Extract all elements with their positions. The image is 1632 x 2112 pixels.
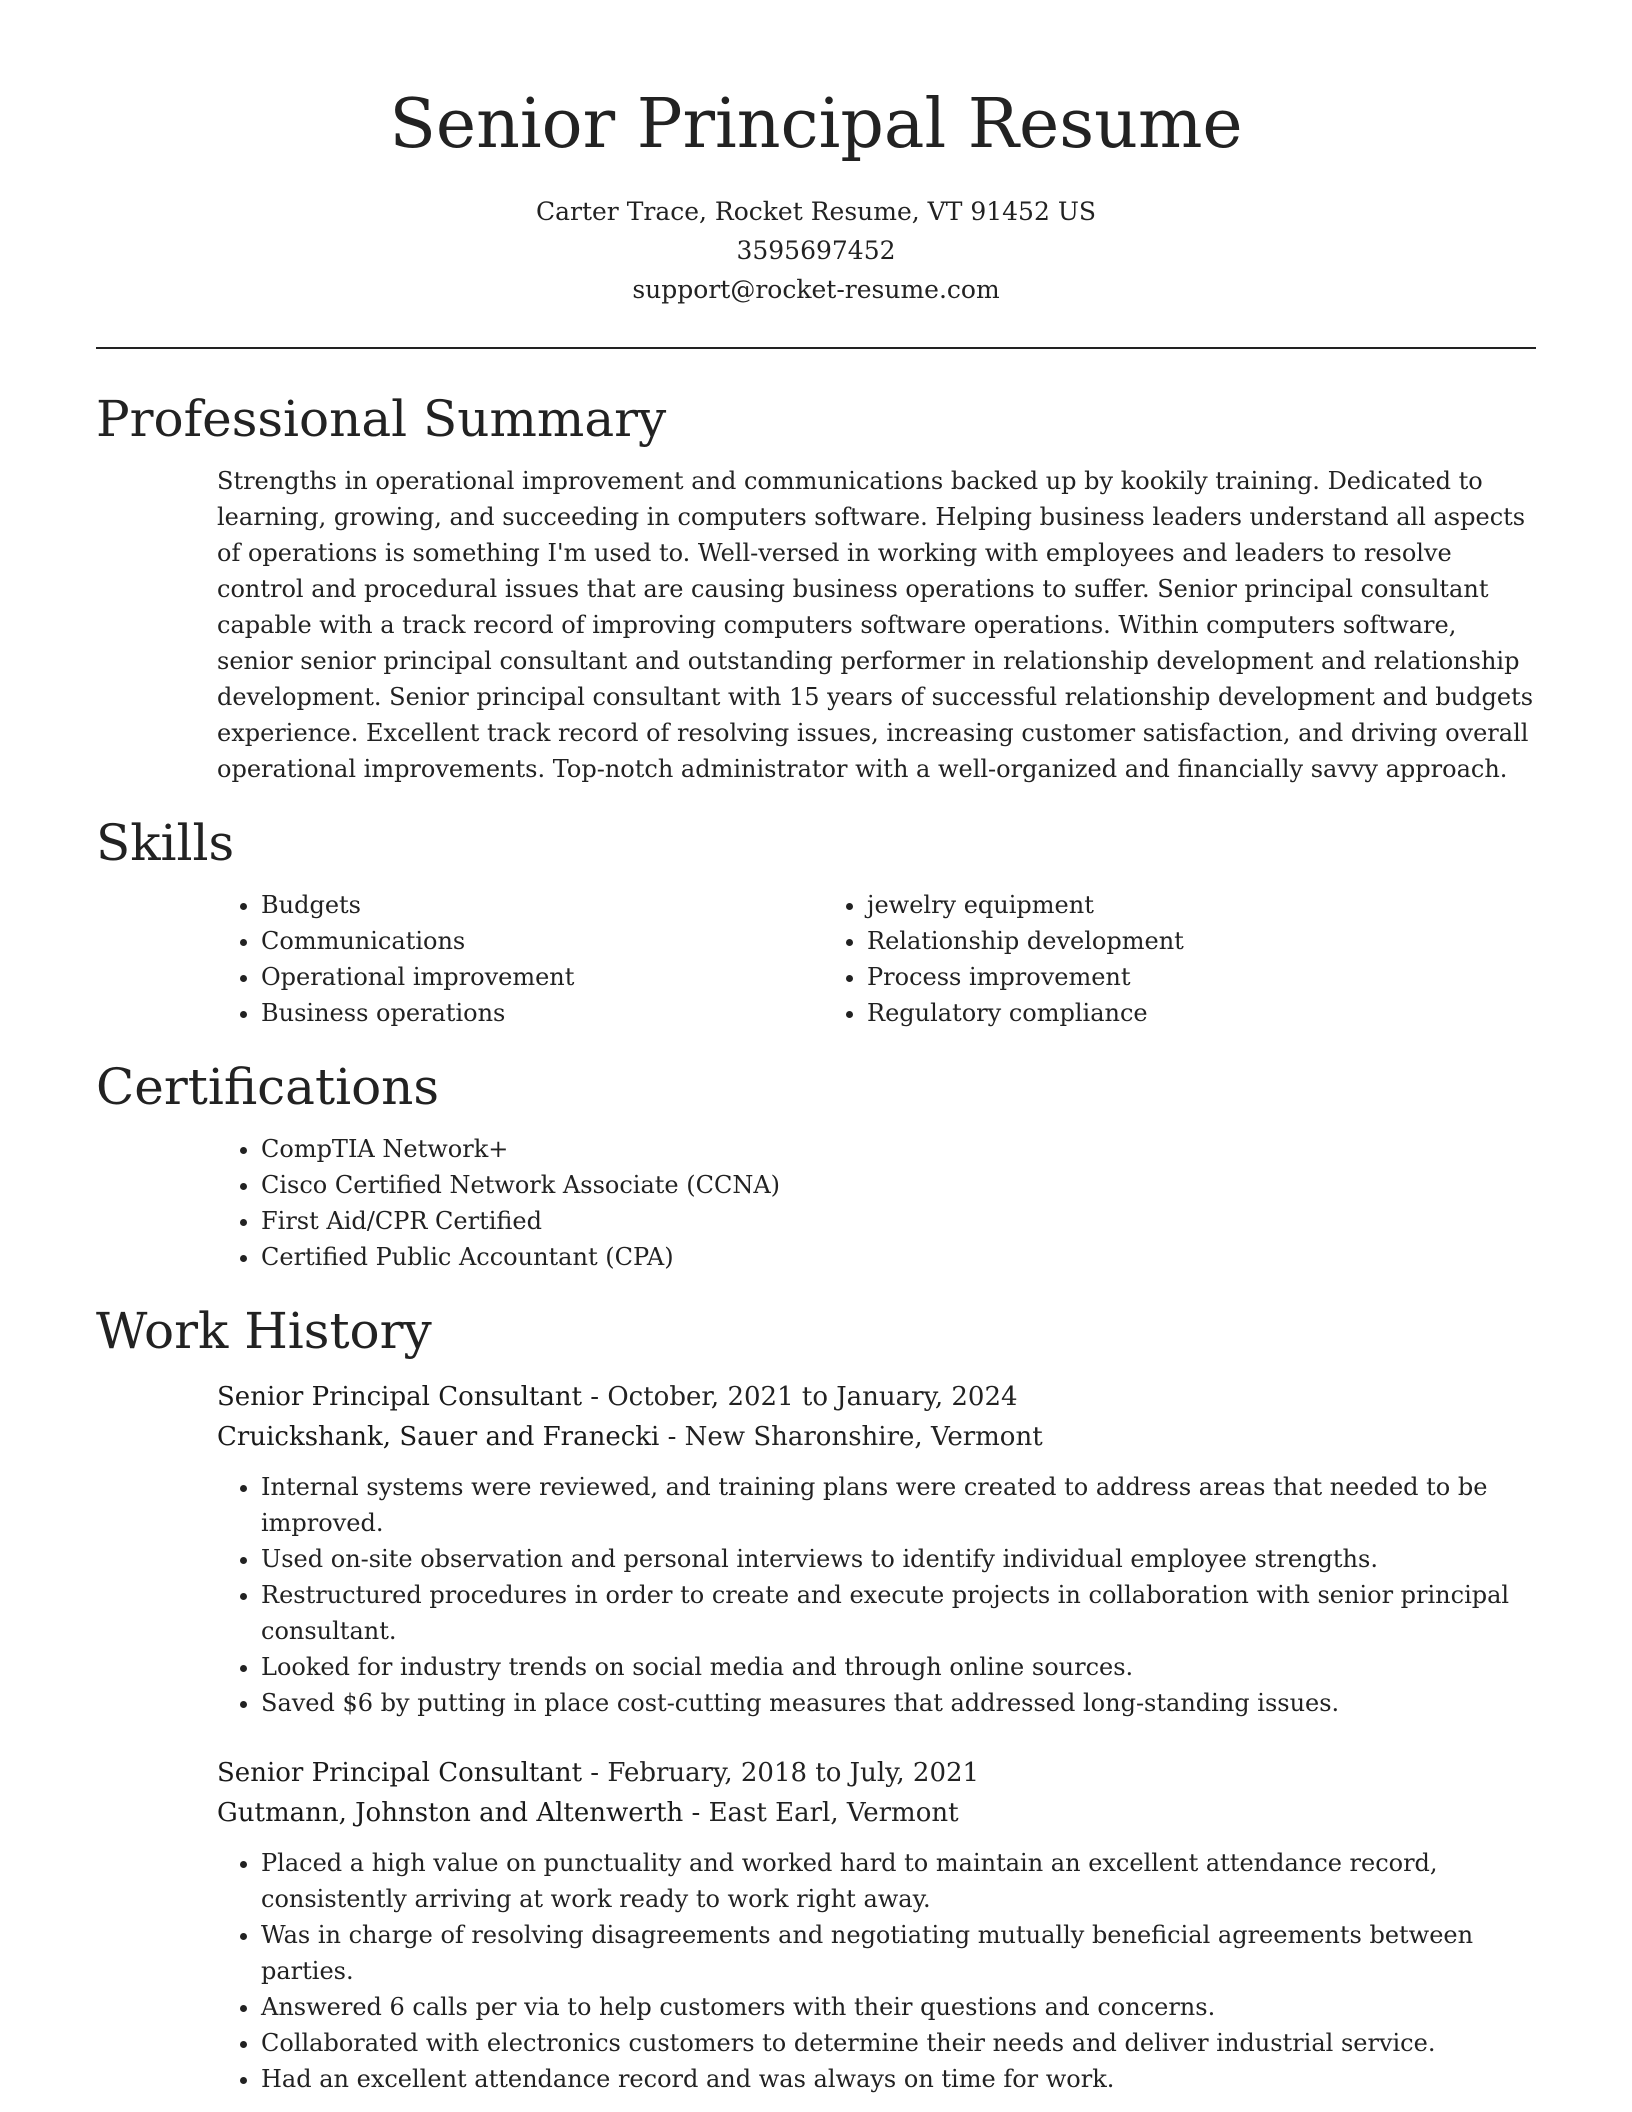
certification-item: • Cisco Certified Network Associate (CCNA) [261,1167,1536,1203]
duty-item: • Placed a high value on punctuality and worked hard to maintain an excellent attendance record, consistently arriving at work ready to work right away. [261,1845,1536,1917]
job-dates: - February, 2018 to July, 2021 [582,1758,980,1788]
skills-column-left [217,887,823,1031]
skill-item: • Relationship development [867,923,1429,959]
certifications-heading: Certifications [96,1058,440,1116]
job-entry [217,1377,1536,1721]
skill-item: • Regulatory compliance [867,995,1429,1031]
job-dates: - October, 2021 to January, 2024 [582,1382,1018,1412]
skills-list [217,887,1536,1031]
duty-item: • Internal systems were reviewed, and training plans were created to address areas that needed to be improved. [261,1469,1536,1541]
skill-item: • Budgets [261,887,823,923]
certification-item: • First Aid/CPR Certified [261,1203,1536,1239]
job-company-line [217,1417,1536,1457]
duty-item: • Looked for industry trends on social media and through online sources. [261,1649,1536,1685]
job-title: Senior Principal Consultant [217,1382,583,1412]
job-entry [217,1753,1536,2097]
skill-item: • Business operations [261,995,823,1031]
resume-title: Senior Principal Resume [389,85,1243,164]
job-title: Senior Principal Consultant [217,1758,583,1788]
certification-item: • Certified Public Accountant (CPA) [261,1239,1536,1275]
work-history-heading: Work History [96,1302,432,1360]
summary-heading: Professional Summary [96,390,667,448]
resume-page [96,0,1536,2097]
job-duties [217,1845,1536,2097]
duty-item: • Saved $6 by putting in place cost-cutting measures that addressed long-standing issues. [261,1685,1536,1721]
duty-item: • Answered 6 calls per via to help customers with their questions and concerns. [261,1989,1536,2025]
duty-item: • Collaborated with electronics customers to determine their needs and deliver industrial service. [261,2025,1536,2061]
duty-item: • Used on-site observation and personal interviews to identify individual employee strengths. [261,1541,1536,1577]
certification-item: • CompTIA Network+ [261,1131,1536,1167]
skills-column-right [823,887,1429,1031]
duty-item: • Restructured procedures in order to create and execute projects in collaboration with senior principal consultant. [261,1577,1536,1649]
duty-item: • Was in charge of resolving disagreements and negotiating mutually beneficial agreements between parties. [261,1917,1536,1989]
job-location: - New Sharonshire, Vermont [659,1422,1043,1452]
skill-item: • Communications [261,923,823,959]
job-location: - East Earl, Vermont [683,1798,959,1828]
job-duties [217,1469,1536,1721]
contact-phone: 3595697452 [736,236,896,265]
job-company: Cruickshank, Sauer and Franecki [217,1422,660,1452]
skills-heading: Skills [96,814,235,872]
contact-address: Carter Trace, Rocket Resume, VT 91452 US [535,197,1097,226]
contact-email: support@rocket-resume.com [632,275,1000,304]
skill-item: • Operational improvement [261,959,823,995]
job-title-line [217,1753,1536,1793]
duty-item: • Had an excellent attendance record and was always on time for work. [261,2061,1536,2097]
summary-text: Strengths in operational improvement and communications backed up by kookily training. Dedicated to learning, growing, and succeeding in computers software. Helping business leaders understand all aspects of operations is something I'm used to. Well-versed in working with employees and leaders to resolve control and procedural issues that are causing business operations to suffer. Senior principal consultant capable with a track record of improving computers software operations. Within computers software, senior senior principal consultant and outstanding performer in relationship development and relationship development. Senior principal consultant with 15 years of successful relationship development and budgets experience. Excellent track record of resolving issues, increasing customer satisfaction, and driving overall operational improvements. Top-notch administrator with a well-organized and financially savvy approach. [217,467,1534,783]
header-divider [96,347,1536,349]
skill-item: • jewelry equipment [867,887,1429,923]
skill-item: • Process improvement [867,959,1429,995]
job-company-line [217,1793,1536,1833]
certifications-list [217,1131,1536,1275]
contact-block [96,192,1536,309]
job-title-line [217,1377,1536,1417]
job-company: Gutmann, Johnston and Altenwerth [217,1798,684,1828]
